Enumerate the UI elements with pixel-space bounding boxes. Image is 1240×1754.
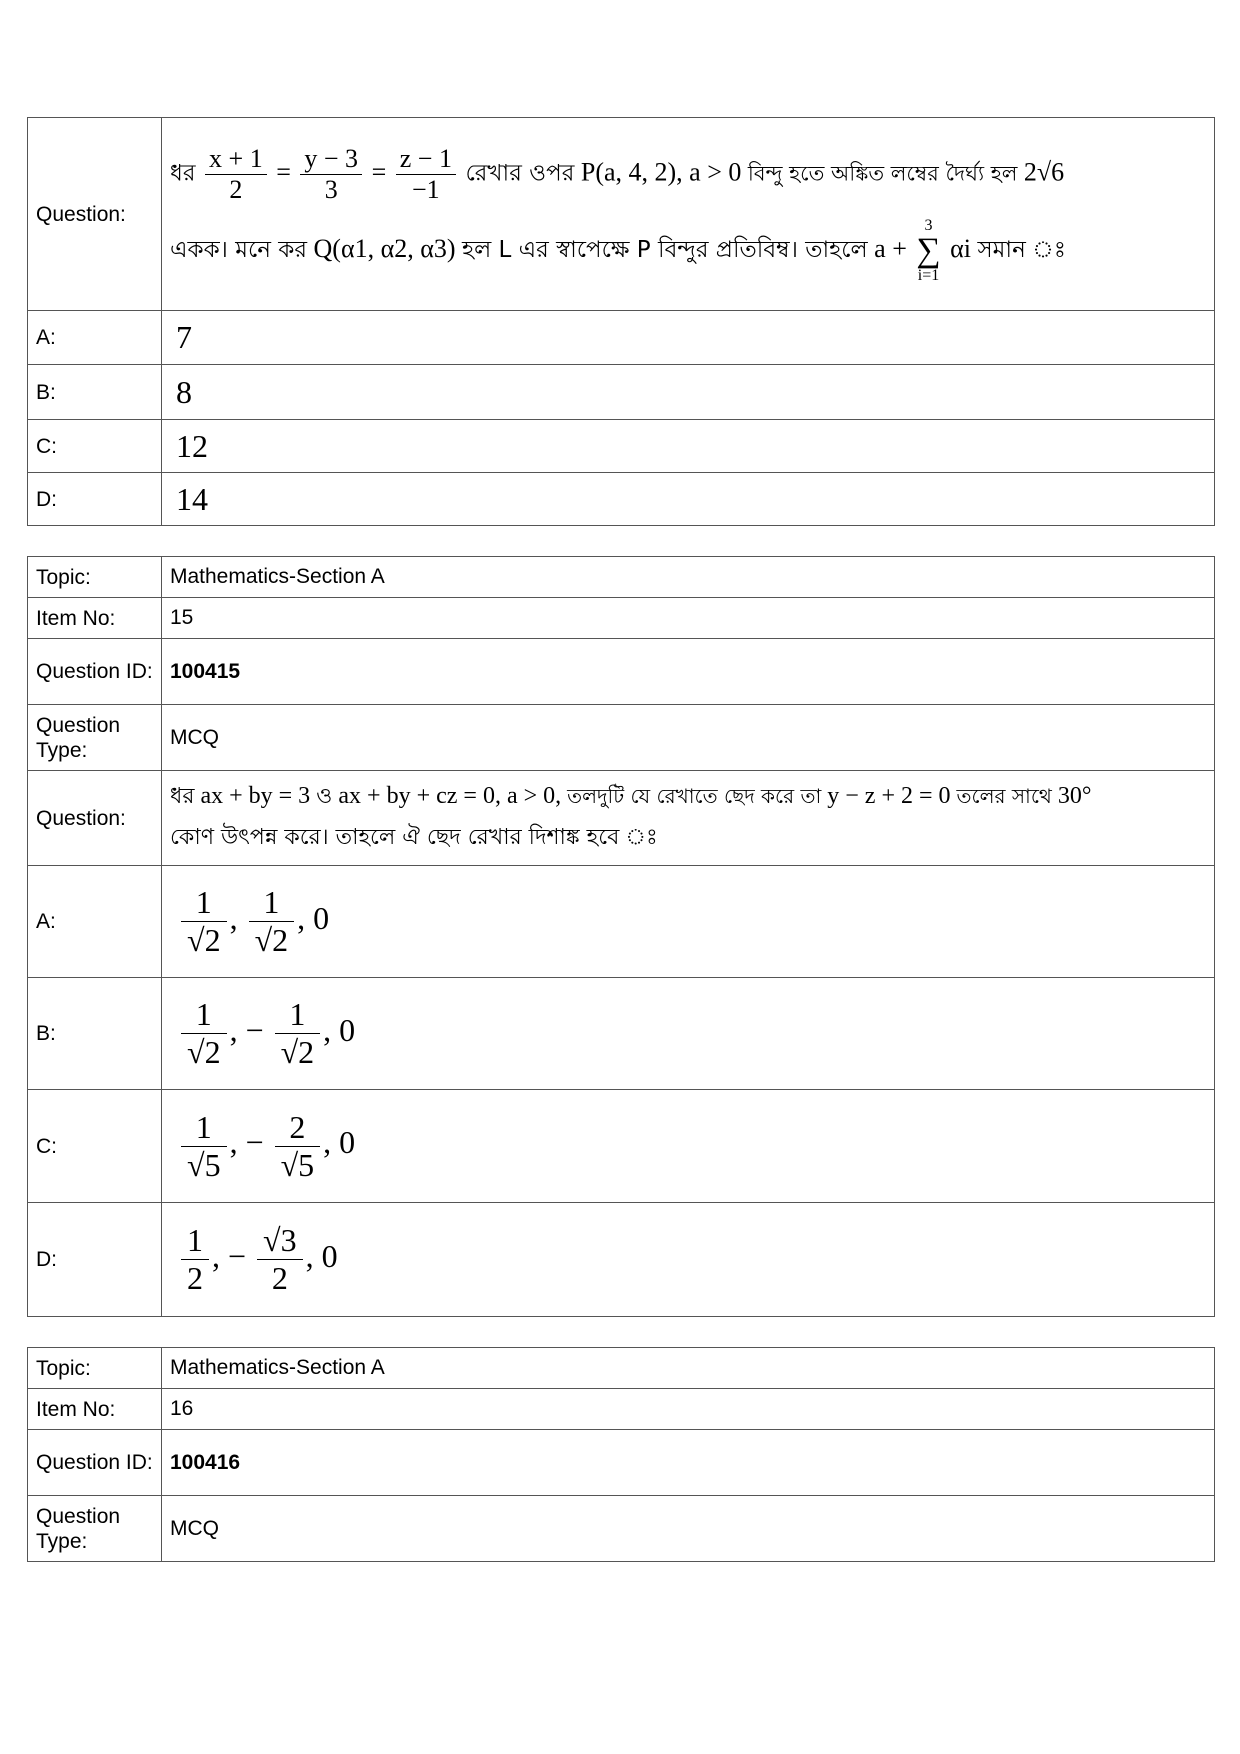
option-value <box>170 1222 338 1296</box>
question-text-fragment: সমান ঃ <box>977 237 1066 264</box>
item-row <box>28 1389 1215 1430</box>
option-denominator: √2 <box>280 1034 315 1070</box>
question-type-value: MCQ <box>162 1496 1215 1562</box>
expression-part: αi <box>950 234 971 264</box>
option-row-c <box>28 1090 1215 1203</box>
option-tail: , 0 <box>305 1237 338 1274</box>
summation-symbol: ∑ <box>916 232 941 270</box>
option-numerator: √3 <box>257 1222 303 1260</box>
option-value: 8 <box>176 373 192 410</box>
fraction-2-denominator: 3 <box>324 174 338 204</box>
option-label: A: <box>28 311 162 365</box>
option-numerator: 1 <box>181 884 227 922</box>
option-label: C: <box>28 1090 162 1203</box>
item-value: 16 <box>162 1389 1215 1430</box>
fraction-1-numerator: x + 1 <box>205 144 267 175</box>
question-row <box>28 771 1215 866</box>
angle-value: 30° <box>1057 783 1092 809</box>
length-value: 2√6 <box>1023 156 1065 186</box>
option-label: B: <box>28 365 162 420</box>
question-text-fragment: ও <box>316 784 333 809</box>
question-16-table <box>27 1347 1215 1562</box>
equation-1: ax + by = 3 <box>200 783 311 809</box>
option-denominator: √2 <box>254 922 289 958</box>
question-word: ধর <box>170 159 196 186</box>
fraction-3-numerator: z − 1 <box>396 144 456 175</box>
topic-label: Topic: <box>28 1348 162 1389</box>
option-numerator: 1 <box>249 884 295 922</box>
option-denominator: √5 <box>187 1146 221 1183</box>
item-label: Item No: <box>28 598 162 639</box>
question-text-fragment: একক। মনে কর <box>170 237 308 264</box>
question-line-2: কোণ উৎপন্ন করে। তাহলে ঐ ছেদ রেখার দিশাঙ্ক হবে ঃ <box>170 825 658 850</box>
option-label: D: <box>28 1203 162 1317</box>
question-type-label: Question Type: <box>28 705 162 771</box>
option-row-c <box>28 420 1215 473</box>
fraction-3 <box>396 144 456 205</box>
topic-row <box>28 1348 1215 1389</box>
question-text <box>162 771 1215 866</box>
question-14-table <box>27 117 1215 526</box>
option-numerator: 2 <box>275 1109 321 1147</box>
fraction-2 <box>300 144 362 205</box>
option-denominator: 2 <box>187 1260 203 1296</box>
fraction-1 <box>205 144 267 205</box>
question-text-fragment: হল L এর স্বাপেক্ষে P বিন্দুর প্রতিবিম্ব। তাহলে <box>461 237 868 264</box>
option-value: 14 <box>176 480 208 517</box>
option-sign: − <box>245 1124 264 1161</box>
option-row-d <box>28 1203 1215 1317</box>
question-id-value: 100415 <box>162 639 1215 705</box>
option-row-d <box>28 473 1215 526</box>
question-type-row <box>28 1496 1215 1562</box>
question-type-label: Question Type: <box>28 1496 162 1562</box>
option-separator: , <box>229 899 238 936</box>
option-row-b <box>28 365 1215 420</box>
option-tail: , 0 <box>323 1011 356 1048</box>
question-text-fragment: তলের সাথে <box>956 784 1052 808</box>
item-row <box>28 598 1215 639</box>
option-value: 12 <box>176 427 208 464</box>
equals-sign: = <box>371 156 387 186</box>
option-tail: , 0 <box>297 899 330 936</box>
question-text-fragment: বিন্দু হতে অঙ্কিত লম্বের দৈর্ঘ্য হল <box>747 160 1018 185</box>
option-label: D: <box>28 473 162 526</box>
option-separator: , <box>229 1124 238 1161</box>
fraction-2-numerator: y − 3 <box>300 144 362 175</box>
topic-value: Mathematics-Section A <box>162 1348 1215 1389</box>
question-text-fragment: তলদুটি যে রেখাতে ছেদ করে তা <box>567 784 822 808</box>
equals-sign: = <box>276 156 291 186</box>
expression-part: a + <box>874 234 907 264</box>
topic-label: Topic: <box>28 557 162 598</box>
question-id-row <box>28 1430 1215 1496</box>
equation-3: y − z + 2 = 0 <box>827 783 951 809</box>
equation-2: ax + by + cz = 0, a > 0, <box>338 783 562 809</box>
question-id-value: 100416 <box>162 1430 1215 1496</box>
option-denominator: √2 <box>187 922 221 958</box>
question-type-row <box>28 705 1215 771</box>
question-id-label: Question ID: <box>28 1430 162 1496</box>
option-numerator: 1 <box>181 1109 227 1147</box>
question-text-fragment: রেখার ওপর <box>465 159 575 186</box>
option-value <box>170 996 356 1070</box>
option-sign: − <box>228 1237 247 1274</box>
item-value: 15 <box>162 598 1215 639</box>
question-text <box>162 118 1215 311</box>
question-type-value: MCQ <box>162 705 1215 771</box>
question-line-1 <box>170 144 1206 205</box>
option-separator: , <box>212 1237 220 1274</box>
option-denominator: √5 <box>280 1146 315 1183</box>
option-value <box>170 1108 356 1183</box>
topic-value: Mathematics-Section A <box>162 557 1215 598</box>
item-label: Item No: <box>28 1389 162 1430</box>
point-p: P(a, 4, 2), a > 0 <box>580 156 742 186</box>
option-tail: , 0 <box>323 1124 356 1161</box>
option-label: C: <box>28 420 162 473</box>
option-label: A: <box>28 866 162 978</box>
summation-lower-limit: i=1 <box>917 267 940 285</box>
fraction-3-denominator: −1 <box>412 174 440 204</box>
option-row-a <box>28 866 1215 978</box>
summation-upper-limit: 3 <box>924 217 933 235</box>
option-numerator: 1 <box>181 1222 209 1260</box>
option-sign: − <box>245 1011 264 1048</box>
question-label: Question: <box>28 771 162 866</box>
summation <box>916 218 940 284</box>
question-line-1 <box>170 779 1206 816</box>
option-label: B: <box>28 978 162 1090</box>
option-numerator: 1 <box>275 996 321 1034</box>
question-id-row <box>28 639 1215 705</box>
option-denominator: √2 <box>187 1034 221 1070</box>
option-numerator: 1 <box>181 996 227 1034</box>
option-value: 7 <box>176 319 192 355</box>
option-denominator: 2 <box>271 1260 288 1296</box>
question-row <box>28 118 1215 311</box>
question-15-table <box>27 556 1215 1317</box>
point-q: Q(α1, α2, α3) <box>313 234 456 264</box>
question-text-fragment: ধর <box>170 784 195 809</box>
question-label: Question: <box>28 118 162 311</box>
option-separator: , <box>229 1011 238 1048</box>
option-value <box>170 884 330 958</box>
option-row-b <box>28 978 1215 1090</box>
option-row-a <box>28 311 1215 365</box>
topic-row <box>28 557 1215 598</box>
question-line-2 <box>170 218 1206 284</box>
fraction-1-denominator: 2 <box>229 174 243 204</box>
question-id-label: Question ID: <box>28 639 162 705</box>
